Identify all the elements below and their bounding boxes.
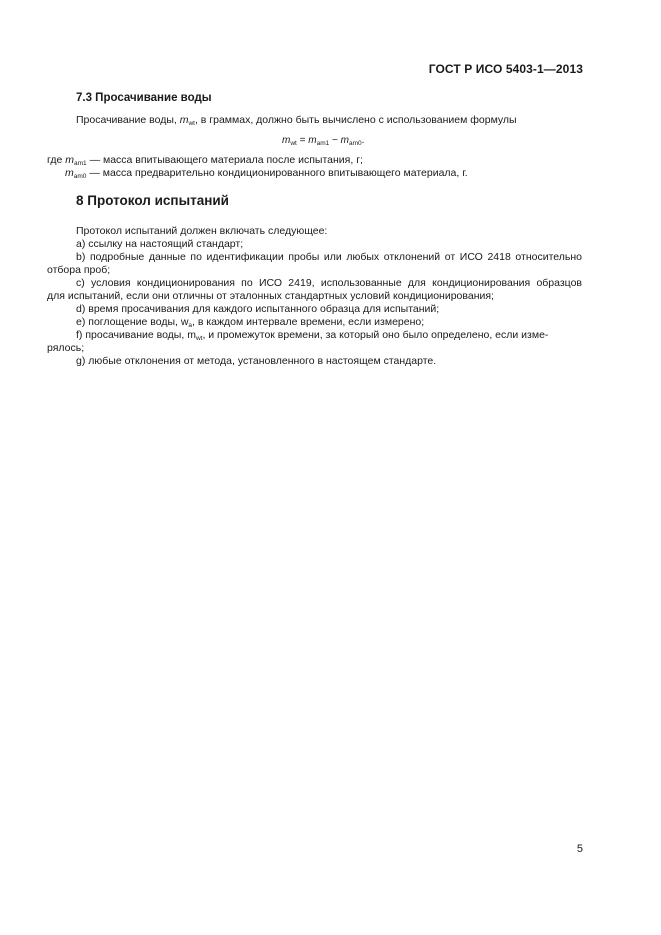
document-header: ГОСТ Р ИСО 5403-1—2013 [428, 62, 583, 76]
section-7-3-intro: Просачивание воды, $m_{wt}$, в граммах, должно быть вычислено с использованием формулы [76, 114, 517, 127]
list-item-d: d) время просачивания для каждого испытанного образца для испытаний; [76, 303, 440, 315]
formula: $m_{wt} = m_{am1} - m_{am0}$. [282, 135, 365, 147]
list-item-f-line1: f) просачивание воды, $m_{wt}$, и промежуток времени, за который оно было определено, если изме- [76, 329, 549, 342]
definition-m-am1: где $m_{am1}$ — масса впитывающего материала после испытания, г; [47, 154, 363, 167]
list-item-e: e) поглощение воды, $w_a$, в каждом интервале времени, если измерено; [76, 316, 425, 329]
list-item-a: a) ссылку на настоящий стандарт; [76, 238, 244, 250]
section-8-intro: Протокол испытаний должен включать следующее: [76, 225, 328, 237]
section-7-3-title: 7.3 Просачивание воды [76, 92, 212, 104]
list-item-b-line1: b) подробные данные по идентификации пробы или любых отклонений от ИСО 2418 относительно [76, 251, 582, 263]
definition-m-am0: $m_{am0}$ — масса предварительно кондиционированного впитывающего материала, г. [65, 167, 468, 180]
list-item-f-line2: рялось; [47, 342, 85, 354]
list-item-c-line2: для испытаний, если они отличны от эталонных стандартных условий кондиционирования; [47, 290, 494, 302]
page-number: 5 [576, 843, 583, 855]
section-8-title: 8 Протокол испытаний [76, 193, 229, 208]
list-item-b-line2: отбора проб; [47, 264, 111, 276]
list-item-g: g) любые отклонения от метода, установленного в настоящем стандарте. [76, 355, 437, 367]
list-item-c-line1: c) условия кондиционирования по ИСО 2419, использованные для кондиционирования образцов [76, 277, 582, 289]
